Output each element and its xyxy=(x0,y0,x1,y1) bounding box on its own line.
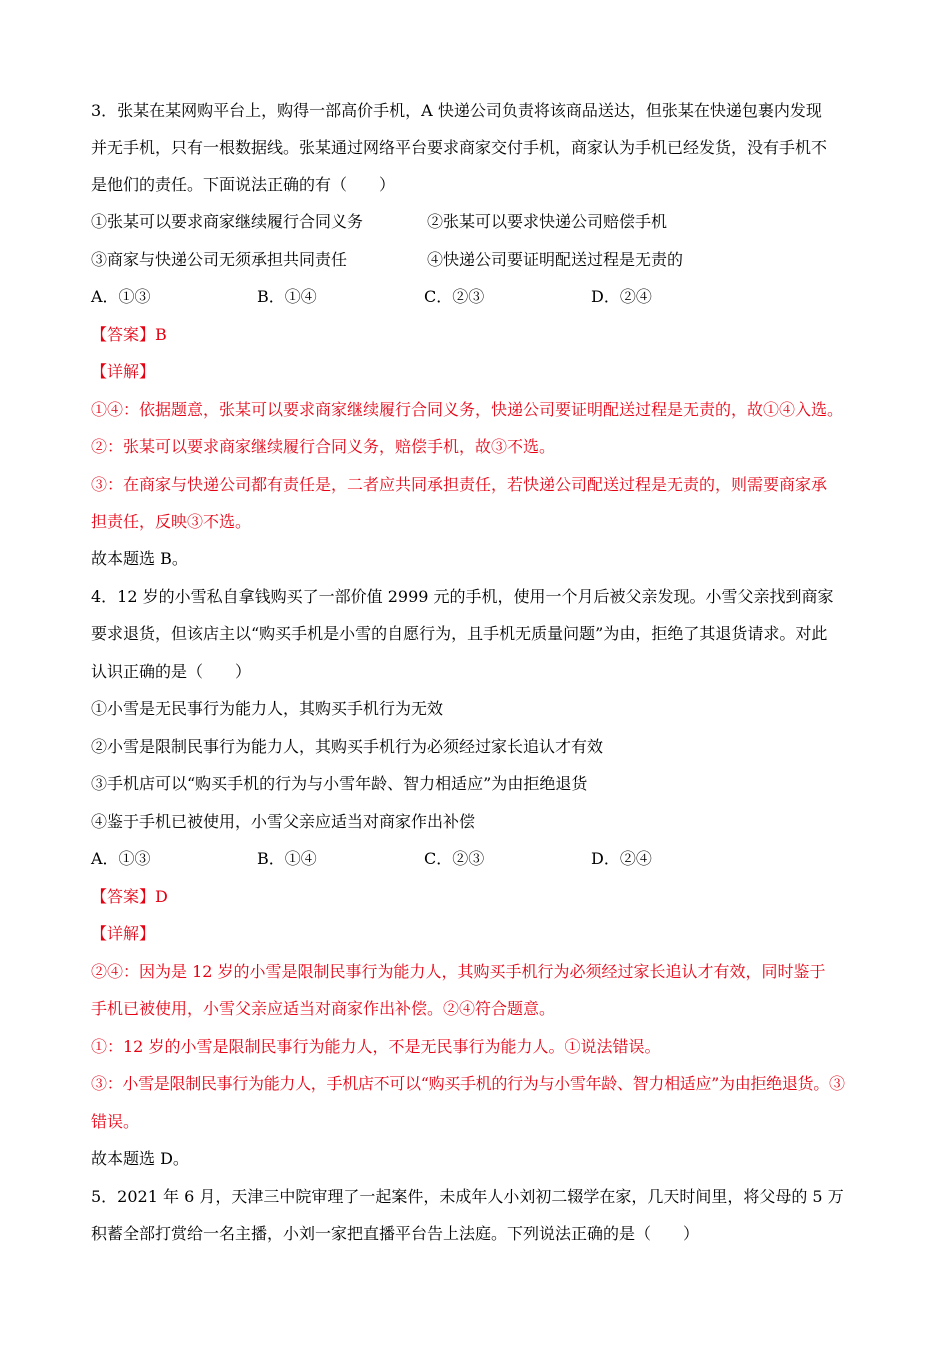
q3-statement-3: ③商家与快递公司无须承担共同责任 xyxy=(91,250,348,269)
q4-statement-1: ①小雪是无民事行为能力人，其购买手机行为无效 xyxy=(91,699,444,718)
q4-detail-line-3: ①：12 岁的小雪是限制民事行为能力人，不是无民事行为能力人。①说法错误。 xyxy=(91,1037,661,1056)
q3-detail-line-2: ②：张某可以要求商家继续履行合同义务，赔偿手机，故③不选。 xyxy=(91,437,556,456)
q4-statement-2: ②小雪是限制民事行为能力人，其购买手机行为必须经过家长追认才有效 xyxy=(91,737,604,756)
q4-answer: 【答案】D xyxy=(91,887,168,906)
q5-stem-line-1: 5．2021 年 6 月，天津三中院审理了一起案件，未成年人小刘初二辍学在家，几天时间里，将父母的 5 万 xyxy=(91,1187,844,1206)
q3-detail-label: 【详解】 xyxy=(91,362,156,381)
q4-detail-label: 【详解】 xyxy=(91,924,156,943)
q4-statement-4: ④鉴于手机已被使用，小雪父亲应适当对商家作出补偿 xyxy=(91,812,476,831)
q3-stem-line-3: 是他们的责任。下面说法正确的有（ ） xyxy=(91,175,396,194)
q5-stem-line-2: 积蓄全部打赏给一名主播，小刘一家把直播平台告上法庭。下列说法正确的是（ ） xyxy=(91,1224,700,1243)
q3-stem-line-2: 并无手机，只有一根数据线。张某通过网络平台要求商家交付手机，商家认为手机已经发货，没有手机不 xyxy=(91,138,828,157)
q3-option-a: A．①③ xyxy=(91,287,151,306)
q4-detail-line-4: ③：小雪是限制民事行为能力人，手机店不可以“购买手机的行为与小雪年龄、智力相适应”为由拒绝退货。③ xyxy=(91,1074,845,1093)
q3-statement-1: ①张某可以要求商家继续履行合同义务 xyxy=(91,212,364,231)
q3-option-c: C．②③ xyxy=(424,287,485,306)
q3-detail-line-4: 担责任，反映③不选。 xyxy=(91,512,252,531)
q3-conclusion: 故本题选 B。 xyxy=(91,549,188,568)
q3-option-d: D．②④ xyxy=(591,287,652,306)
q3-stem-line-1: 3．张某在某网购平台上，购得一部高价手机，A 快递公司负责将该商品送达，但张某在快递包裹内发现 xyxy=(91,101,822,120)
q4-option-d: D．②④ xyxy=(591,849,652,868)
q4-statement-3: ③手机店可以“购买手机的行为与小雪年龄、智力相适应”为由拒绝退货 xyxy=(91,774,588,793)
q4-detail-line-1: ②④：因为是 12 岁的小雪是限制民事行为能力人，其购买手机行为必须经过家长追认才有效，同时鉴于 xyxy=(91,962,826,981)
q4-option-c: C．②③ xyxy=(424,849,485,868)
q4-stem-line-2: 要求退货，但该店主以“购买手机是小雪的自愿行为，且手机无质量问题”为由，拒绝了其退货请求。对此 xyxy=(91,624,828,643)
q4-detail-line-2: 手机已被使用，小雪父亲应适当对商家作出补偿。②④符合题意。 xyxy=(91,999,556,1018)
q4-option-a: A．①③ xyxy=(91,849,151,868)
q3-detail-line-1: ①④：依据题意，张某可以要求商家继续履行合同义务，快递公司要证明配送过程是无责的，故①④入选。 xyxy=(91,400,844,419)
q3-answer: 【答案】B xyxy=(91,325,167,344)
q4-stem-line-3: 认识正确的是（ ） xyxy=(91,662,252,681)
q3-detail-line-3: ③：在商家与快递公司都有责任是，二者应共同承担责任，若快递公司配送过程是无责的，则需要商家承 xyxy=(91,475,828,494)
q4-conclusion: 故本题选 D。 xyxy=(91,1149,189,1168)
q3-option-b: B．①④ xyxy=(257,287,317,306)
q4-detail-line-5: 错误。 xyxy=(91,1112,140,1131)
q4-stem-line-1: 4．12 岁的小雪私自拿钱购买了一部价值 2999 元的手机，使用一个月后被父亲发现。小雪父亲找到商家 xyxy=(91,587,834,606)
q3-statement-4: ④快递公司要证明配送过程是无责的 xyxy=(427,250,684,269)
q4-option-b: B．①④ xyxy=(257,849,317,868)
q3-statement-2: ②张某可以要求快递公司赔偿手机 xyxy=(427,212,668,231)
